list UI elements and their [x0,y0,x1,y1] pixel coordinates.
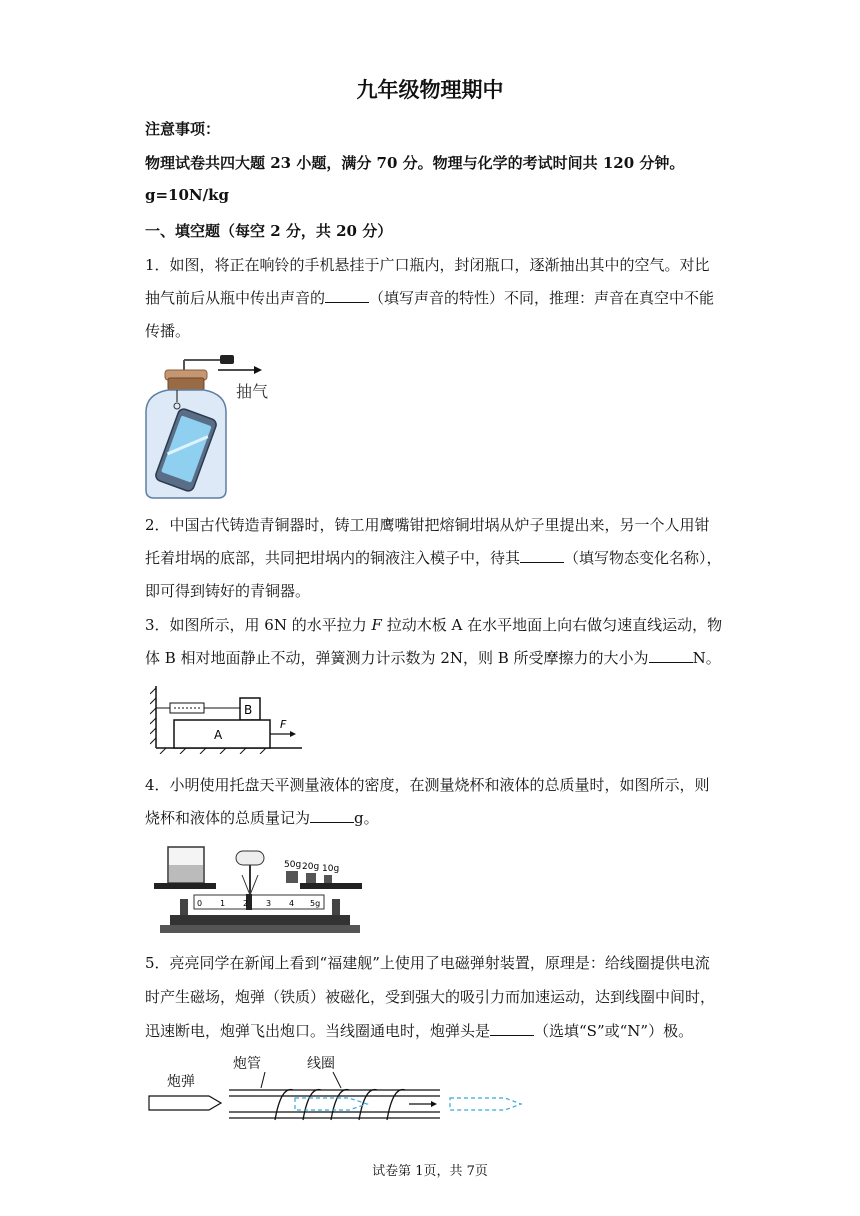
page-title: 九年级物理期中 [356,77,504,102]
q4-weight-50g: 50g [284,860,302,870]
q4-figure-balance [150,845,372,937]
q4-line1: 4．小明使用托盘天平测量液体的密度，在测量烧杯和液体的总质量时，如图所示，则 [145,776,710,794]
q4-scale-1: 1 [220,899,226,908]
q5-fig-coil: 线圈 [307,1056,335,1072]
q4-scale-3: 3 [266,899,272,908]
q3-text-b: 拉动木板 A 在水平地面上向右做匀速直线运动，物 [381,616,723,634]
q5-fig-barrel: 炮管 [233,1056,261,1072]
q2-text-a: 托着坩埚的底部，共同把坩埚内的铜液注入模子中，待其 [145,549,521,567]
page-footer: 试卷第 1页，共 7页 [372,1164,488,1179]
q3-text-c: 体 B 相对地面静止不动，弹簧测力计示数为 2N，则 B 所受摩擦力的大小为 [145,649,649,667]
notes-heading: 注意事项： [145,120,221,138]
q1-line1: 1．如图，将正在响铃的手机悬挂于广口瓶内，封闭瓶口，逐渐抽出其中的空气。对比 [145,256,710,274]
q4-scale-2: 2 [243,899,249,908]
q4-weight-10g: 10g [322,864,340,874]
q4-scale-4: 4 [289,899,295,908]
q5-text-a: 迅速断电，炮弹飞出炮口。当线圈通电时，炮弹头是 [145,1022,491,1040]
q3-text-d: N。 [692,649,721,667]
q5-text-b: （选填“S”或“N”）极。 [534,1022,694,1040]
q3-fig-b: B [244,703,253,717]
q3-answer-blank[interactable] [649,648,693,663]
notes-line: 物理试卷共四大题 23 小题，满分 70 分。物理与化学的考试时间共 120 分钟。 [145,154,685,172]
q2-line2 [145,547,722,568]
q1-figure-jar-phone [140,350,280,502]
section1-heading: 一、填空题（每空 2 分，共 20 分） [145,222,393,240]
q5-line1: 5．亮亮同学在新闻上看到“福建舰”上使用了电磁弹射装置，原理是：给线圈提供电流 [145,954,710,972]
q3-figure-spring-board [150,684,310,754]
q1-text-a: 抽气前后从瓶中传出声音的 [145,289,326,307]
q4-weight-20g: 20g [302,862,320,872]
q4-answer-blank[interactable] [310,808,354,823]
q4-line2 [145,807,379,828]
q1-text-b: （填写声音的特性）不同，推理：声音在真空中不能 [369,289,715,307]
q5-answer-blank[interactable] [490,1021,534,1036]
q1-answer-blank[interactable] [325,288,369,303]
q5-figure-coilgun [145,1052,525,1124]
q3-fig-a: A [214,728,223,742]
q4-scale-0: 0 [197,899,203,908]
q5-line2: 时产生磁场，炮弹（铁质）被磁化，受到强大的吸引力而加速运动，达到线圈中间时， [145,988,716,1006]
q1-fig-label: 抽气 [236,382,269,401]
q4-text-a: 烧杯和液体的总质量记为 [145,809,311,827]
q3-text-a: 3．如图所示，用 6N 的水平拉力 [145,616,372,634]
q3-fig-f: F [280,718,287,731]
q2-text-b: （填写物态变化名称）， [564,549,722,567]
q3-line1 [145,614,722,635]
q1-line3: 传播。 [145,322,191,340]
q3-line2 [145,647,721,668]
q4-text-b: g。 [354,809,379,827]
q5-line3 [145,1020,693,1041]
q3-force-symbol: F [371,616,382,634]
g-value: g=10N/kg [145,186,230,204]
q4-scale-5g: 5g [310,899,321,908]
q2-line3: 即可得到铸好的青铜器。 [145,582,311,600]
q1-line2 [145,287,714,308]
q2-line1: 2．中国古代铸造青铜器时，铸工用鹰嘴钳把熔铜坩埚从炉子里提出来，另一个人用钳 [145,516,710,534]
q2-answer-blank[interactable] [520,548,564,563]
q5-fig-shell: 炮弹 [167,1074,195,1090]
